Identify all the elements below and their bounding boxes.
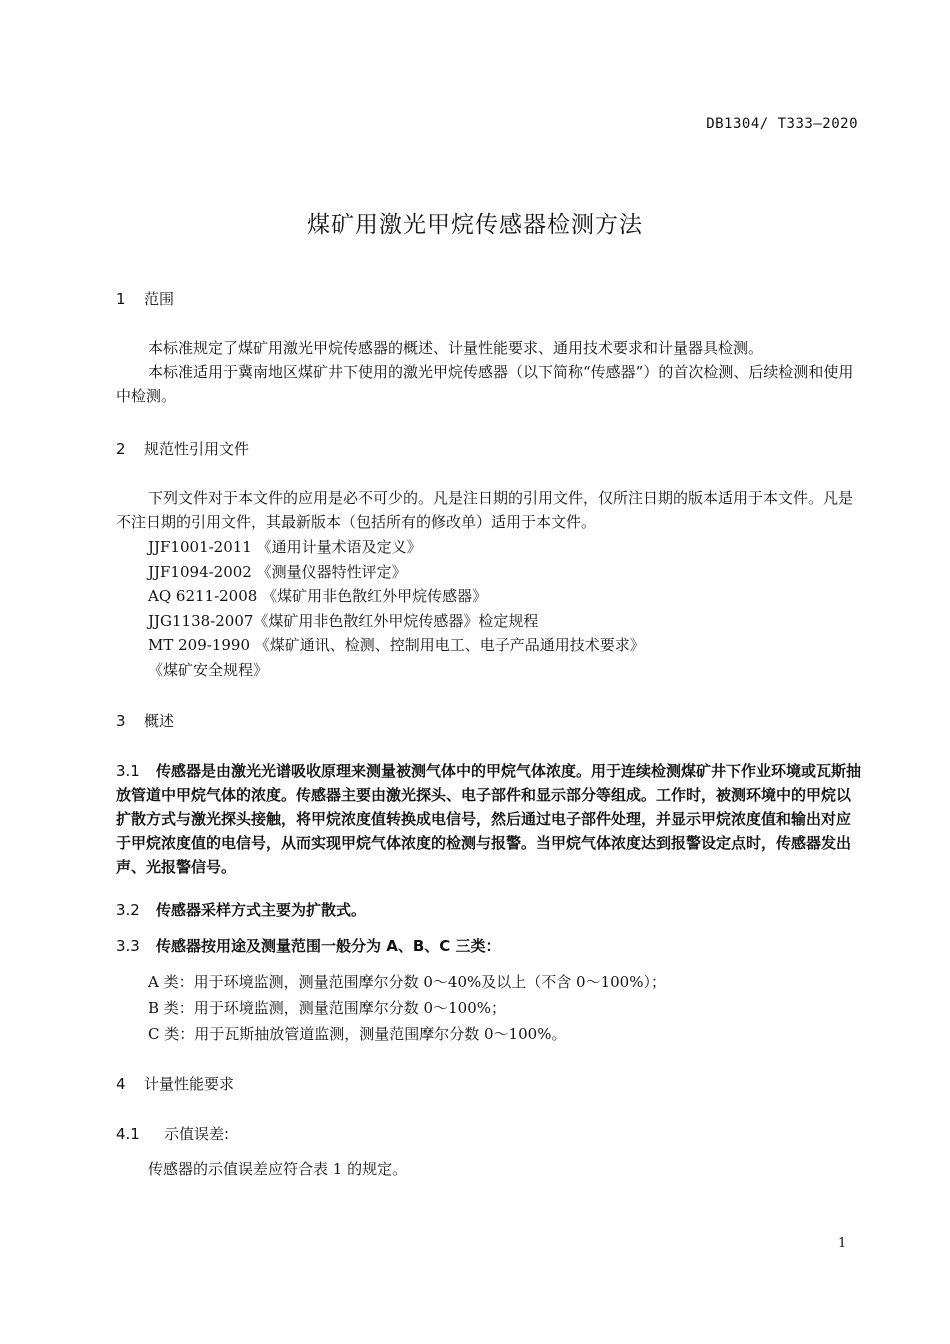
clause-text: 传感器采样方式主要为扩散式。 <box>156 901 367 919</box>
class-item-a: A 类：用于环境监测，测量范围摩尔分数 0～40%及以上（不含 0～100%）； <box>148 973 666 991</box>
clause-number: 4.1 <box>116 1125 140 1143</box>
clause-text: 示值误差: <box>164 1125 230 1143</box>
reference-list <box>116 535 861 682</box>
reference-item: JJG1138-2007《煤矿用非色散红外甲烷传感器》检定规程 <box>148 611 539 630</box>
section-3-heading <box>116 710 174 731</box>
section-title: 规范性引用文件 <box>144 440 250 458</box>
section-number: 2 <box>116 440 126 458</box>
clause-3-3 <box>116 934 861 958</box>
clause-number: 3.1 <box>116 762 140 780</box>
clause-number: 3.2 <box>116 901 140 919</box>
document-title: 煤矿用激光甲烷传感器检测方法 <box>307 212 643 238</box>
paragraph: 本标准规定了煤矿用激光甲烷传感器的概述、计量性能要求、通用技术要求和计量器具检测。 <box>148 339 764 357</box>
section-title: 概述 <box>144 712 175 730</box>
section-4-heading <box>116 1073 234 1094</box>
reference-item: 《煤矿安全规程》 <box>148 660 269 679</box>
section-2-heading <box>116 438 249 459</box>
section-title: 计量性能要求 <box>144 1075 235 1093</box>
class-item-b: B 类：用于环境监测，测量范围摩尔分数 0～100%； <box>148 999 506 1017</box>
section-number: 4 <box>116 1075 126 1093</box>
section-number: 1 <box>116 290 126 308</box>
section-1-body <box>116 336 861 408</box>
sensor-class-list <box>116 969 861 1047</box>
paragraph: 传感器的示值误差应符合表 1 的规定。 <box>148 1160 408 1178</box>
reference-item: JJF1001-2011 《通用计量术语及定义》 <box>148 538 422 556</box>
page-number: 1 <box>838 1236 847 1251</box>
standard-code: DB1304/ T333—2020 <box>706 116 858 132</box>
section-title: 范围 <box>144 290 175 308</box>
paragraph: 本标准适用于冀南地区煤矿井下使用的激光甲烷传感器（以下简称“传感器”）的首次检测、后续检测和使用中检测。 <box>116 363 854 405</box>
paragraph: 下列文件对于本文件的应用是必不可少的。凡是注日期的引用文件，仅所注日期的版本适用于本文件。凡是不注日期的引用文件，其最新版本（包括所有的修改单）适用于本文件。 <box>116 489 854 531</box>
section-2-intro <box>116 486 861 534</box>
clause-text: 传感器按用途及测量范围一般分为 A、B、C 三类： <box>156 937 501 955</box>
reference-item: JJF1094-2002 《测量仪器特性评定》 <box>148 562 407 581</box>
class-item-c: C 类：用于瓦斯抽放管道监测，测量范围摩尔分数 0～100%。 <box>148 1025 567 1043</box>
clause-3-1 <box>116 759 861 879</box>
clause-text: 传感器是由激光光谱吸收原理来测量被测气体中的甲烷气体浓度。用于连续检测煤矿井下作业环境或瓦斯抽放管道中甲烷气体的浓度。传感器主要由激光探头、电子部件和显示部分等组成。工作时，被测环境中的甲烷以扩散方式与激光探头接触，将甲烷浓度值转换成电信号，然后通过电子部件处理，并显示甲烷浓度值和输出对应于甲烷浓度值的电信号，从而实现甲烷气体浓度的检测与报警。当甲烷气体浓度达到报警设定点时，传感器发出声、光报警信号。 <box>116 762 862 876</box>
section-4-body <box>116 1157 861 1181</box>
clause-3-2 <box>116 898 861 922</box>
reference-item: AQ 6211-2008 《煤矿用非色散红外甲烷传感器》 <box>148 587 488 605</box>
section-number: 3 <box>116 712 126 730</box>
reference-item: MT 209-1990 《煤矿通讯、检测、控制用电工、电子产品通用技术要求》 <box>148 636 645 654</box>
clause-4-1 <box>116 1123 229 1144</box>
clause-number: 3.3 <box>116 937 140 955</box>
section-1-heading <box>116 288 174 309</box>
